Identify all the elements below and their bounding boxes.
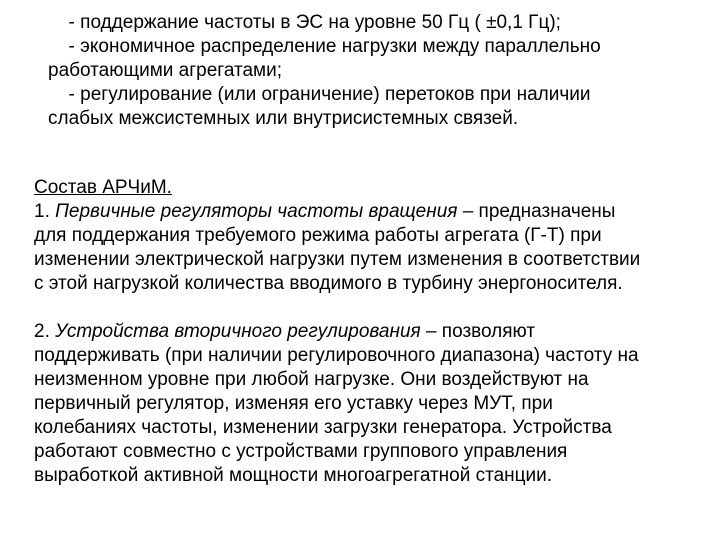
paragraph-secondary-regulation — [34, 320, 640, 488]
goal-item-load-distribution: - экономичное распределение нагрузки между параллельно — [58, 36, 601, 57]
paragraph-line: первичный регулятор, изменяя его уставку через МУТ, при — [34, 393, 553, 414]
section-heading: Состав АРЧиМ. — [34, 177, 172, 198]
paragraph-line: с этой нагрузкой количества вводимого в турбину энергоносителя. — [34, 273, 623, 294]
goal-item-frequency: - поддержание частоты в ЭС на уровне 50 Гц ( ±0,1 Гц); — [58, 12, 561, 33]
paragraph-line: изменении электрической нагрузки путем изменения в соответствии — [34, 249, 641, 270]
paragraph-primary-regulators — [34, 200, 640, 296]
paragraph-text: – позволяют — [420, 321, 536, 342]
term-secondary-regulation: Устройства вторичного регулирования — [55, 321, 421, 342]
goal-item-power-flow-cont: слабых межсистемных или внутрисистемных связей. — [48, 108, 519, 129]
paragraph-line: работают совместно с устройствами группового управления — [34, 441, 568, 462]
paragraph-text: – предназначены — [457, 201, 616, 222]
paragraph-number: 1. — [34, 201, 56, 222]
paragraph-line: выработкой активной мощности многоагрегатной станции. — [34, 465, 553, 486]
goal-item-load-distribution-cont: работающими агрегатами; — [48, 60, 282, 81]
composition-section — [34, 176, 640, 488]
goals-list — [48, 11, 601, 131]
goal-item-power-flow: - регулирование (или ограничение) перетоков при наличии — [58, 84, 591, 105]
paragraph-line: поддерживать (при наличии регулировочного диапазона) частоту на — [34, 345, 639, 366]
paragraph-number: 2. — [34, 321, 56, 342]
term-primary-regulators: Первичные регуляторы частоты вращения — [55, 201, 458, 222]
paragraph-line: колебаниях частоты, изменении загрузки генератора. Устройства — [34, 417, 612, 438]
paragraph-line — [34, 320, 640, 344]
paragraph-line: неизменном уровне при любой нагрузке. Они воздействуют на — [34, 369, 589, 390]
paragraph-line — [34, 200, 640, 224]
paragraph-line: для поддержания требуемого режима работы агрегата (Г-Т) при — [34, 225, 602, 246]
